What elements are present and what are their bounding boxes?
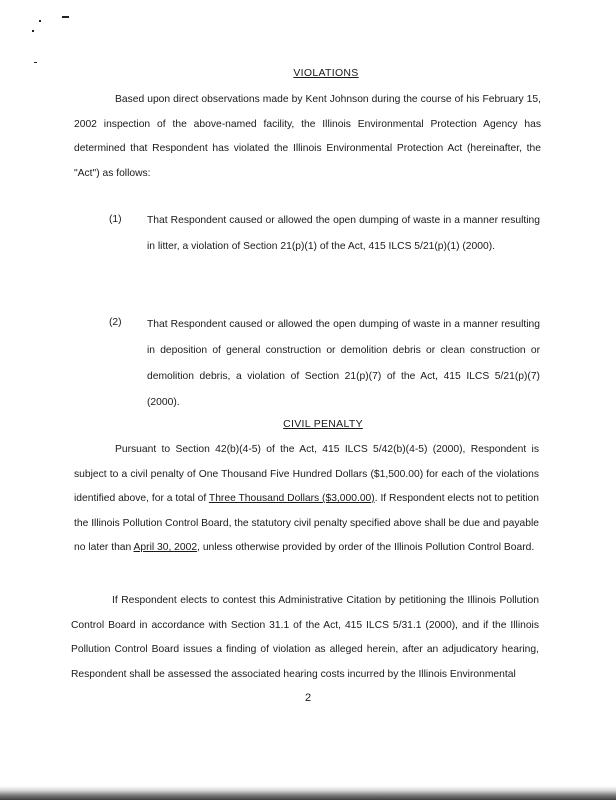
civil-penalty-text-3: , unless otherwise provided by order of the Illinois Pollution Control Board. [197, 542, 535, 553]
civil-penalty-total: Three Thousand Dollars ($3,000.00) [208, 493, 375, 504]
civil-penalty-paragraph-2: If Respondent elects to contest this Administrative Citation by petitioning the Illinois Pollution Control Board in accordance with Section 31.1 of the Act, 415 ILCS 5/31.1 (2000), and if the Illinois Pollution Control Board issues a finding of violation as alleged herein, after an adjudicatory hearing, Respondent shall be assessed the associated hearing costs incurred by the Illinois Environmental [71, 595, 539, 680]
violations-intro: Based upon direct observations made by Kent Johnson during the course of his February 15, 2002 inspection of the above-named facility, the Illinois Environmental Protection Agency has determined that Respondent has violated the Illinois Environmental Protection Act (hereinafter, the "Act") as follows: [74, 94, 541, 179]
page-number: 2 [304, 692, 312, 704]
violation-1-text: That Respondent caused or allowed the open dumping of waste in a manner resulting in litter, a violation of Section 21(p)(1) of the Act, 415 ILCS 5/21(p)(1) (2000). [147, 215, 540, 252]
civil-penalty-heading: CIVIL PENALTY [283, 418, 363, 430]
civil-penalty-text-2: . If Respondent elects not to petition the Illinois Pollution Control Board, the statutory civil penalty specified above shall be due and payable no later than [74, 493, 540, 553]
scan-mark [34, 62, 37, 63]
scan-mark [62, 16, 69, 18]
violations-heading: VIOLATIONS [293, 67, 359, 79]
violation-2-number: (2) [109, 317, 122, 328]
civil-penalty-text-1: Pursuant to Section 42(b)(4-5) of the Act, 415 ILCS 5/42(b)(4-5) (2000), Respondent is subject to a civil penalty of One Thousand Five Hundred Dollars ($1,500.00) for each of the violations identified above, for a total of [74, 444, 539, 504]
violation-2-text: That Respondent caused or allowed the open dumping of waste in a manner resulting in deposition of general construction or demolition debris or clean construction or demolition debris, a violation of Section 21(p)(7) of the Act, 415 ILCS 5/21(p)(7) (2000). [147, 319, 540, 408]
civil-penalty-due-date: April 30, 2002 [133, 542, 198, 553]
civil-penalty-paragraph-1 [74, 438, 539, 561]
scan-mark [32, 30, 34, 32]
scan-mark [39, 20, 41, 22]
scan-bottom-edge [0, 786, 616, 800]
violation-1-number: (1) [109, 214, 122, 225]
